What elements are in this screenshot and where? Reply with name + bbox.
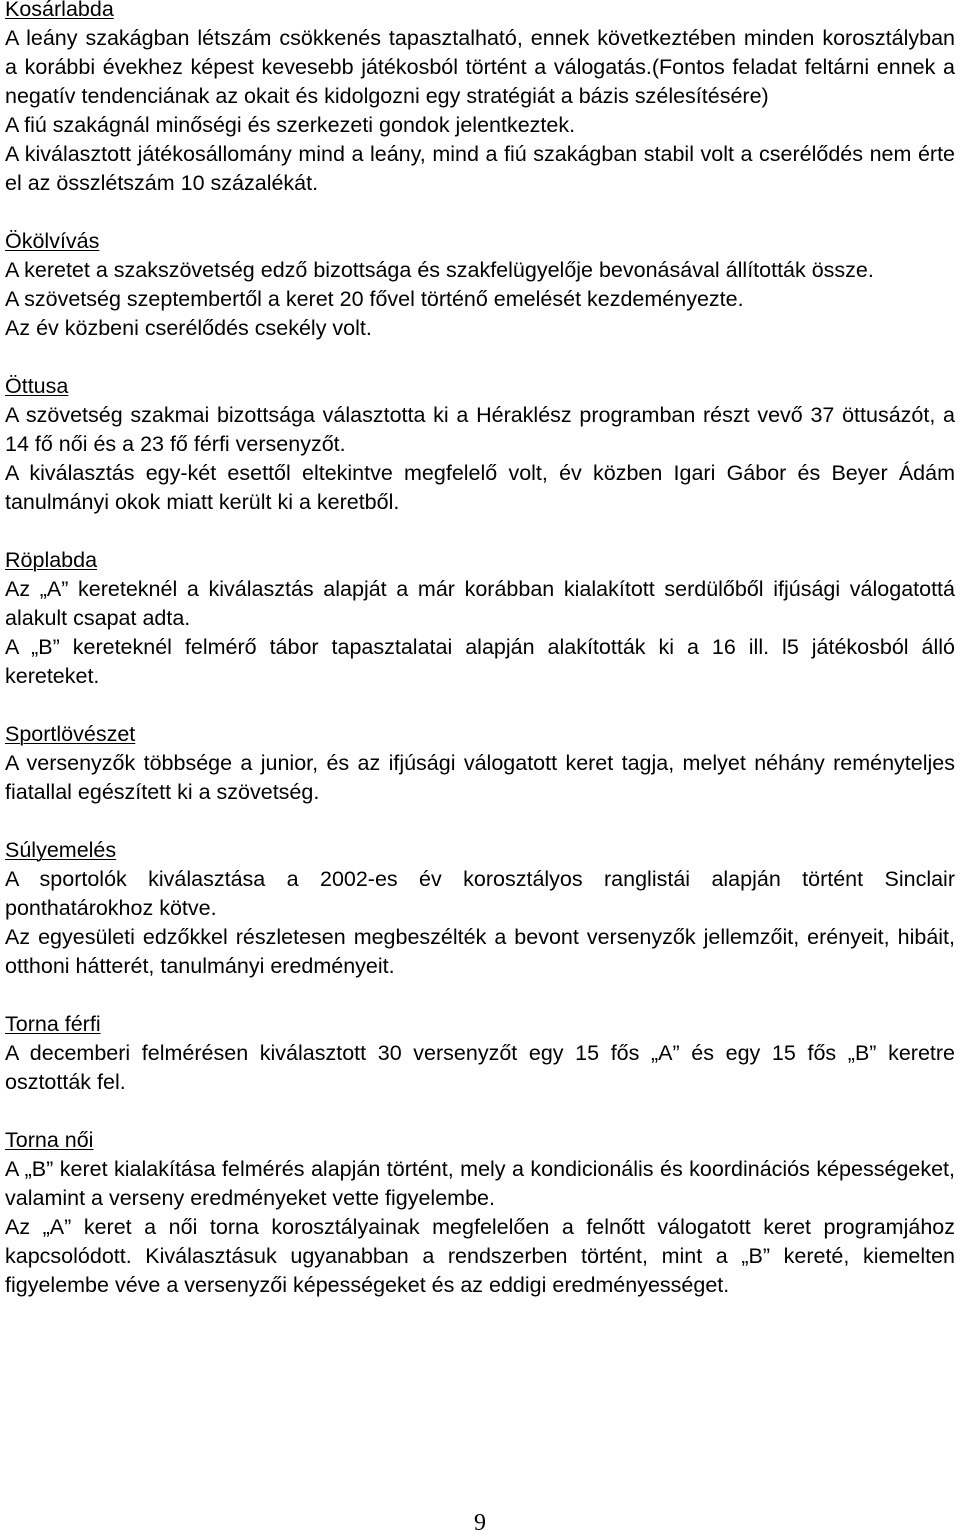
section-heading: Sportlövészet <box>5 722 136 746</box>
paragraph: A fiú szakágnál minőségi és szerkezeti gondok jelentkeztek. <box>5 113 576 137</box>
paragraph: A „B” kereteknél felmérő tábor tapasztalatai alapján alakították ki a 16 ill. l5 játékosból álló kereteket. <box>5 635 955 688</box>
paragraph: A szövetség szakmai bizottsága választotta ki a Héraklész programban részt vevő 37 öttusázót, a 14 fő női és a 23 fő férfi versenyzőt. <box>5 403 955 456</box>
section <box>5 1126 955 1300</box>
section <box>5 836 955 981</box>
section <box>5 546 955 691</box>
section <box>5 227 955 343</box>
paragraph: A kiválasztás egy-két esettől eltekintve megfelelő volt, év közben Igari Gábor és Beyer Ádám tanulmányi okok miatt került ki a keretből. <box>5 461 955 514</box>
paragraph: A sportolók kiválasztása a 2002-es év korosztályos ranglistái alapján történt Sinclair ponthatárokhoz kötve. <box>5 867 955 920</box>
paragraph: A leány szakágban létszám csökkenés tapasztalható, ennek következtében minden korosztályban a korábbi évekhez képest kevesebb játékosból történt a válogatás.(Fontos feladat feltárni ennek a negatív tendenciának az okait és kidolgozni egy stratégiát a bázis szélesítésére) <box>5 26 955 108</box>
paragraph: A „B” keret kialakítása felmérés alapján történt, mely a kondicionális és koordinációs képességeket, valamint a verseny eredményeket vette figyelembe. <box>5 1157 955 1210</box>
section <box>5 720 955 807</box>
section-heading: Kosárlabda <box>5 0 114 21</box>
section-heading: Ökölvívás <box>5 229 100 253</box>
paragraph: A keretet a szakszövetség edző bizottsága és szakfelügyelője bevonásával állították össze. <box>5 258 874 282</box>
paragraph: Az „A” kereteknél a kiválasztás alapját a már korábban kialakított serdülőből ifjúsági válogatottá alakult csapat adta. <box>5 577 955 630</box>
page-number: 9 <box>474 1510 486 1536</box>
document-body <box>5 0 955 1329</box>
section-heading: Öttusa <box>5 374 69 398</box>
paragraph: A szövetség szeptembertől a keret 20 fővel történő emelését kezdeményezte. <box>5 287 744 311</box>
section-heading: Súlyemelés <box>5 838 117 862</box>
section <box>5 1010 955 1097</box>
section-heading: Röplabda <box>5 548 98 572</box>
section <box>5 0 955 198</box>
section <box>5 372 955 517</box>
section-heading: Torna női <box>5 1128 94 1152</box>
section-heading: Torna férfi <box>5 1012 101 1036</box>
paragraph: A versenyzők többsége a junior, és az ifjúsági válogatott keret tagja, melyet néhány reményteljes fiatallal egészített ki a szövetség. <box>5 751 955 804</box>
paragraph: Az egyesületi edzőkkel részletesen megbeszélték a bevont versenyzők jellemzőit, erényeit, hibáit, otthoni hátterét, tanulmányi eredményeit. <box>5 925 955 978</box>
paragraph: A kiválasztott játékosállomány mind a leány, mind a fiú szakágban stabil volt a cserélődés nem érte el az összlétszám 10 százalékát. <box>5 142 955 195</box>
paragraph: A decemberi felmérésen kiválasztott 30 versenyzőt egy 15 fős „A” és egy 15 fős „B” keretre osztották fel. <box>5 1041 955 1094</box>
paragraph: Az év közbeni cserélődés csekély volt. <box>5 316 372 340</box>
paragraph: Az „A” keret a női torna korosztályainak megfelelően a felnőtt válogatott keret programjához kapcsolódott. Kiválasztásuk ugyanabban a rendszerben történt, mint a „B” kereté, kiemelten figyelembe véve a versenyzői képességeket és az eddigi eredményességet. <box>5 1215 955 1297</box>
